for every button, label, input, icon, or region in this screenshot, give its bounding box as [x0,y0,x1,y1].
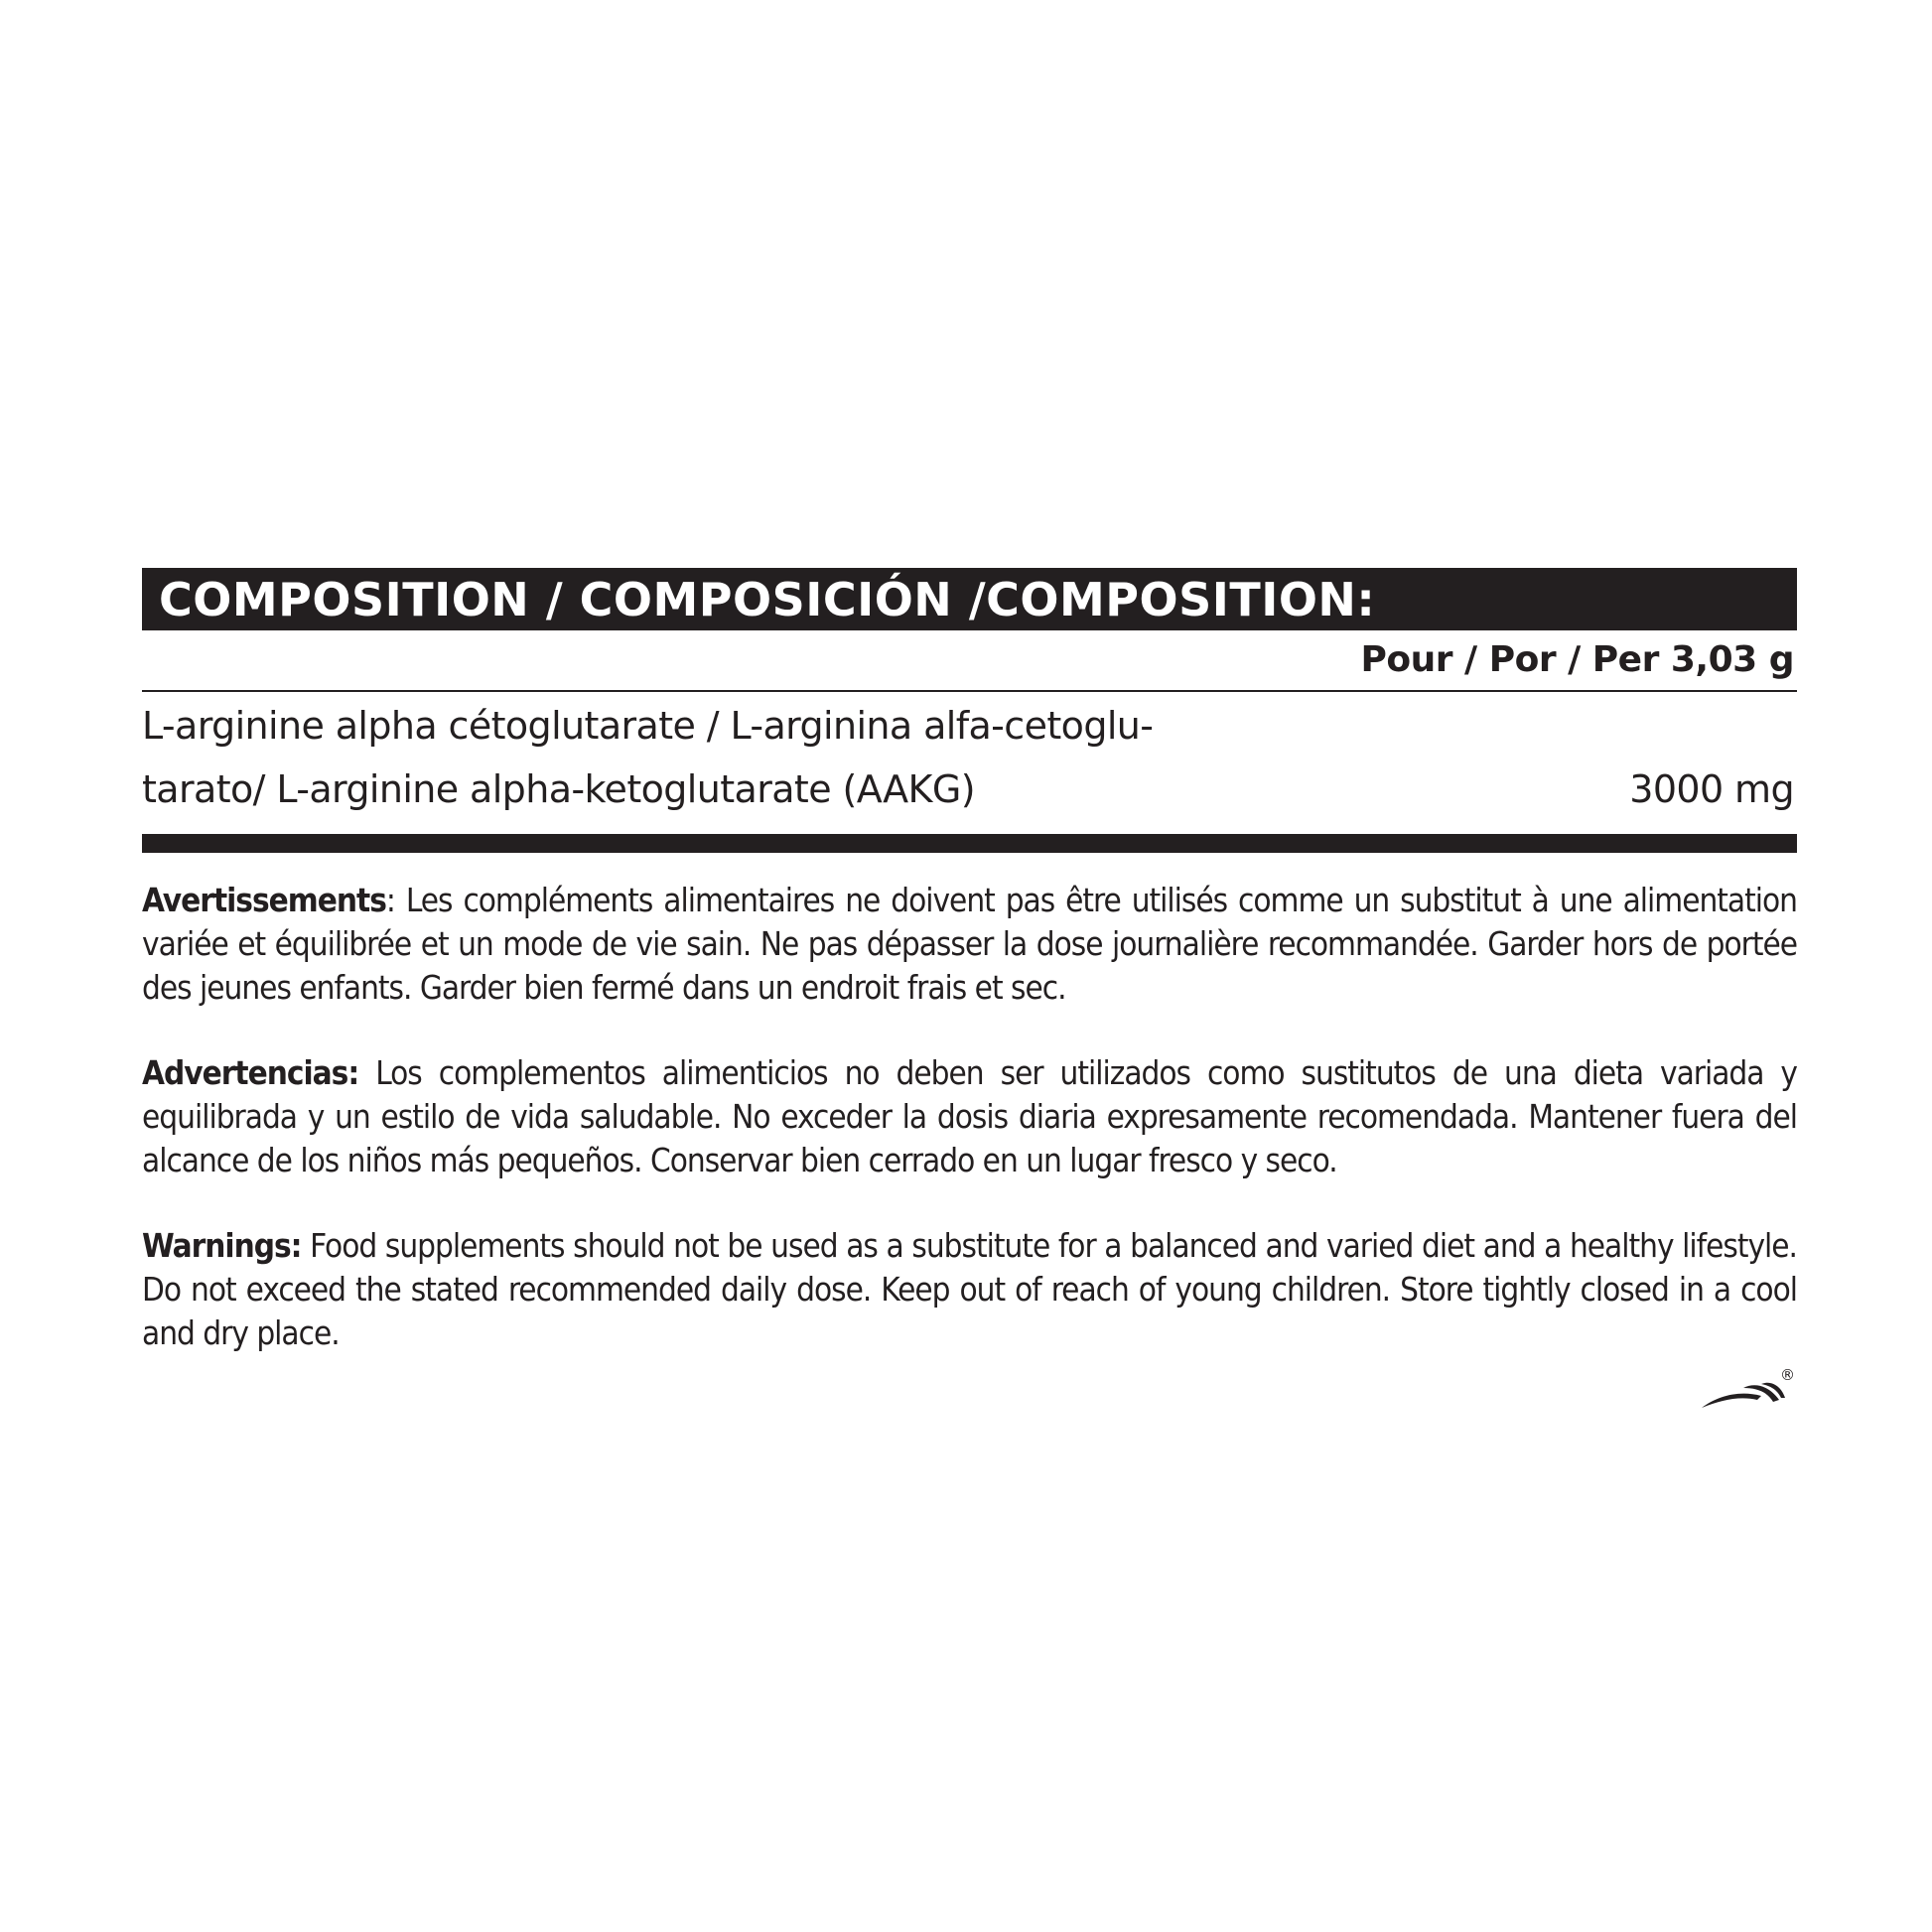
composition-header-bar [142,568,1797,630]
warning-english [142,1224,1797,1355]
warning-heading: Avertissements [142,881,386,919]
registered-mark: ® [1780,1366,1795,1384]
thick-divider [142,834,1797,853]
warnings-section [142,879,1797,1355]
ingredient-name-line2: tarato/ L-arginine alpha-ketoglutarate (AAKG) [142,767,975,811]
brand-swoosh-logo-icon [1700,1366,1797,1410]
ingredient-amount: 3000 mg [1629,767,1794,811]
ingredient-row [142,692,1797,834]
warning-text: Los complementos alimenticios no deben ser utilizados como sustitutos de una dieta variada y equilibrada y un estilo de vida saludable. No exceder la dosis diaria expresamente recomendada. Mantener fuera del alcance de los niños más pequeños. Conservar bien cerrado en un lugar fresco y seco. [142,1053,1797,1179]
supplement-label [142,568,1797,1355]
warning-heading: Warnings: [142,1226,302,1265]
warning-heading: Advertencias: [142,1053,359,1092]
ingredient-name-line1: L-arginine alpha cétoglutarate / L-arginina alfa-cetoglu- [142,704,1154,748]
warning-spanish [142,1051,1797,1182]
warning-text: : Les compléments alimentaires ne doivent pas être utilisés comme un substitut à une alimentation variée et équilibrée et un mode de vie sain. Ne pas dépasser la dose journalière recommandée. Garder hors de portée des jeunes enfants. Garder bien fermé dans un endroit frais et sec. [142,881,1797,1007]
composition-title: COMPOSITION / COMPOSICIÓN /COMPOSITION: [159,572,1376,626]
warning-french [142,879,1797,1010]
serving-size-header: Pour / Por / Per 3,03 g [1360,639,1794,680]
warning-text: Food supplements should not be used as a substitute for a balanced and varied diet and a healthy lifestyle. Do not exceed the stated recommended daily dose. Keep out of reach of young children. Store tightly closed in a cool and dry place. [142,1226,1797,1352]
